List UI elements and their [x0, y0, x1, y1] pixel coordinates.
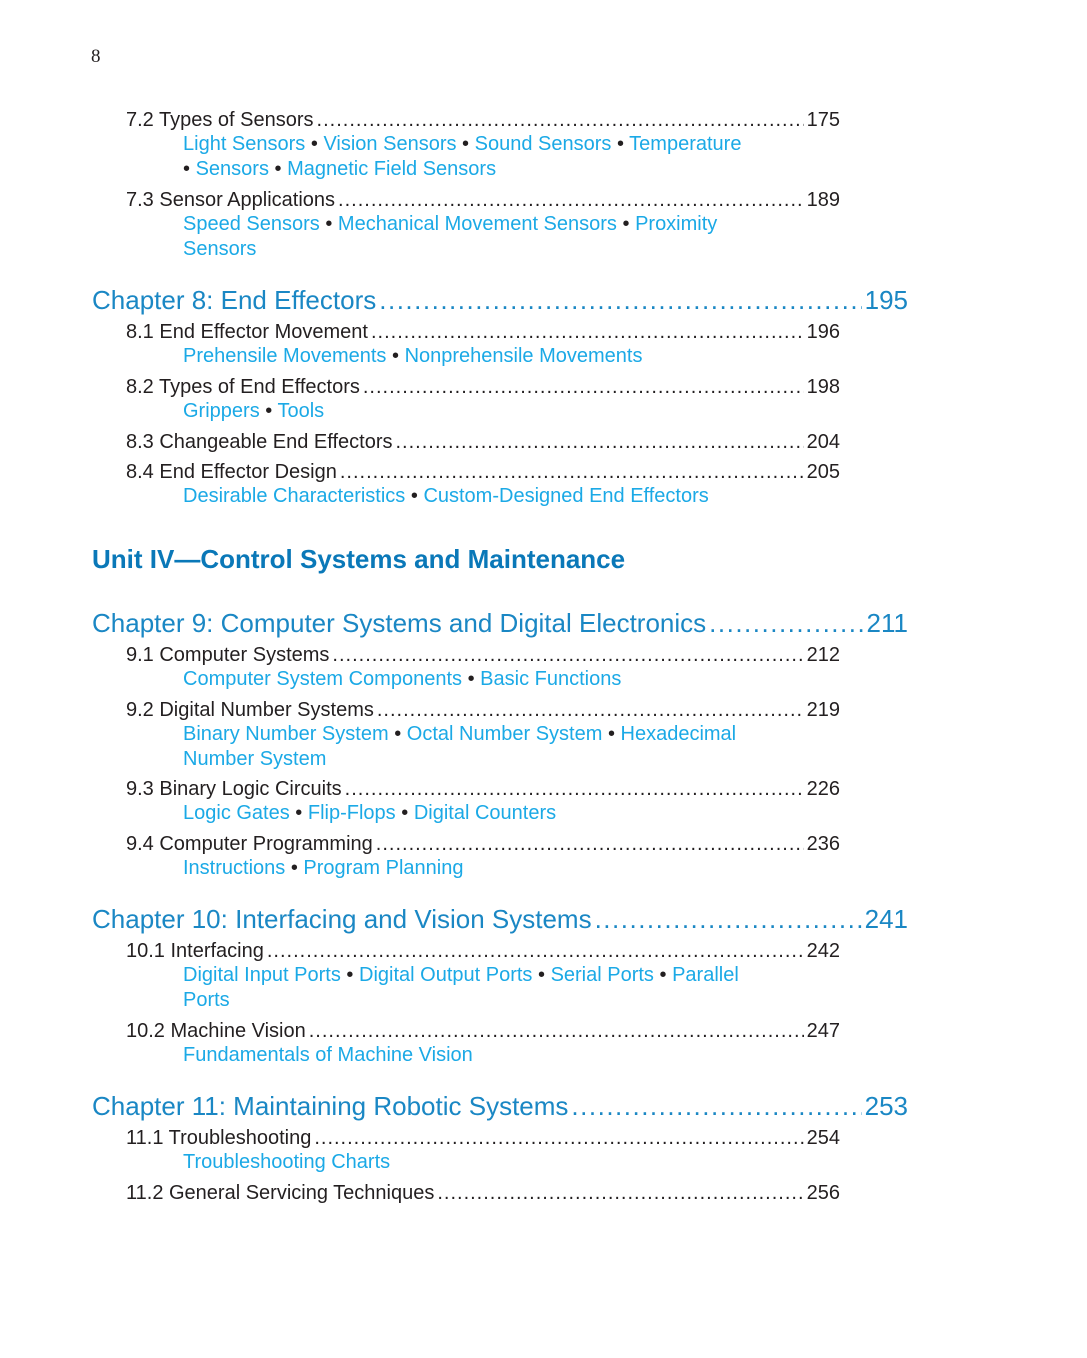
bullet-separator: • — [410, 485, 418, 507]
toc-section-9-4[interactable] — [126, 831, 840, 857]
dot-leader — [709, 607, 863, 639]
dot-leader — [377, 697, 804, 723]
section-page: 212 — [806, 644, 840, 666]
section-page: 196 — [806, 321, 840, 343]
bullet-separator: • — [274, 158, 282, 180]
topic-link[interactable]: Proximity — [635, 213, 718, 235]
toc-chapter-8[interactable] — [92, 284, 908, 316]
chapter-page: 195 — [864, 285, 908, 315]
toc-chapter-9[interactable] — [92, 607, 908, 639]
section-title: 7.3 Sensor Applications — [126, 189, 336, 211]
section-page: 226 — [806, 778, 840, 800]
section-page: 247 — [806, 1020, 840, 1042]
chapter-page: 211 — [866, 608, 908, 638]
topic-link[interactable]: Flip-Flops — [307, 802, 396, 824]
dot-leader — [332, 642, 803, 668]
chapter-title: Chapter 10: Interfacing and Vision Systems — [92, 904, 592, 934]
topic-list-9-2-line1 — [183, 722, 736, 747]
bullet-separator: • — [346, 964, 354, 986]
section-title: 11.1 Troubleshooting — [126, 1127, 312, 1149]
dot-leader — [437, 1180, 803, 1206]
topic-link[interactable]: Logic Gates — [183, 802, 290, 824]
topic-link[interactable]: Troubleshooting Charts — [183, 1151, 391, 1173]
bullet-separator: • — [265, 400, 273, 422]
toc-section-9-3[interactable] — [126, 776, 840, 802]
dot-leader — [345, 776, 804, 802]
topic-list-9-4 — [183, 856, 464, 881]
bullet-separator: • — [537, 964, 545, 986]
bullet-separator: • — [462, 133, 470, 155]
topic-list-8-4 — [183, 484, 709, 509]
bullet-separator: • — [401, 802, 409, 824]
section-page: 254 — [806, 1127, 840, 1149]
dot-leader — [595, 903, 862, 935]
dot-leader — [371, 319, 804, 345]
topic-link[interactable]: Serial Ports — [550, 964, 654, 986]
dot-leader — [317, 107, 804, 133]
topic-link[interactable]: Sensors — [183, 238, 257, 260]
topic-list-11-1 — [183, 1150, 390, 1175]
bullet-separator: • — [183, 158, 191, 180]
topic-link[interactable]: Program Planning — [303, 857, 464, 879]
toc-section-9-2[interactable] — [126, 697, 840, 723]
section-page: 204 — [806, 431, 840, 453]
topic-list-10-2 — [183, 1043, 473, 1068]
topic-list-9-3 — [183, 801, 556, 826]
section-page: 198 — [806, 376, 840, 398]
dot-leader — [395, 429, 803, 455]
bullet-separator: • — [290, 857, 298, 879]
topic-list-7-2-line1 — [183, 132, 741, 157]
unit-heading: Unit IV—Control Systems and Maintenance — [92, 544, 626, 574]
section-title: 9.2 Digital Number Systems — [126, 699, 374, 721]
topic-link[interactable]: Parallel — [672, 964, 739, 986]
toc-section-8-3[interactable] — [126, 429, 840, 455]
topic-link[interactable]: Tools — [277, 400, 325, 422]
topic-list-8-1 — [183, 344, 642, 369]
topic-link[interactable]: Magnetic Field Sensors — [287, 158, 497, 180]
dot-leader — [363, 374, 804, 400]
topic-link[interactable]: Fundamentals of Machine Vision — [183, 1044, 473, 1066]
topic-link[interactable]: Instructions — [183, 857, 286, 879]
bullet-separator: • — [310, 133, 318, 155]
dot-leader — [379, 284, 861, 316]
topic-link[interactable]: Speed Sensors — [183, 213, 320, 235]
dot-leader — [340, 459, 804, 485]
topic-link[interactable]: Grippers — [183, 400, 260, 422]
topic-link[interactable]: Sound Sensors — [474, 133, 612, 155]
topic-link[interactable]: Mechanical Movement Sensors — [337, 213, 617, 235]
toc-section-8-1[interactable] — [126, 319, 840, 345]
section-page: 256 — [806, 1182, 840, 1204]
topic-list-10-1-line2 — [183, 988, 230, 1013]
topic-list-7-3-line1 — [183, 212, 717, 237]
section-page: 205 — [806, 461, 840, 483]
section-title: 9.3 Binary Logic Circuits — [126, 778, 342, 800]
bullet-separator: • — [325, 213, 333, 235]
topic-link[interactable]: Basic Functions — [480, 668, 622, 690]
section-title: 8.2 Types of End Effectors — [126, 376, 360, 398]
topic-link[interactable]: Temperature — [629, 133, 742, 155]
topic-link[interactable]: Binary Number System — [183, 723, 389, 745]
topic-link[interactable]: Vision Sensors — [323, 133, 457, 155]
section-title: 10.2 Machine Vision — [126, 1020, 306, 1042]
toc-chapter-10[interactable] — [92, 903, 908, 935]
topic-link[interactable]: Nonprehensile Movements — [404, 345, 643, 367]
page-number: 8 — [91, 46, 101, 67]
topic-link[interactable]: Ports — [183, 989, 230, 1011]
dot-leader — [376, 831, 804, 857]
topic-link[interactable]: Computer System Components — [183, 668, 463, 690]
bullet-separator: • — [392, 345, 400, 367]
section-page: 242 — [806, 940, 840, 962]
dot-leader — [571, 1090, 861, 1122]
section-title: 8.3 Changeable End Effectors — [126, 431, 393, 453]
section-page: 175 — [806, 109, 840, 131]
section-page: 189 — [806, 189, 840, 211]
bullet-separator: • — [616, 133, 624, 155]
section-title: 8.4 End Effector Design — [126, 461, 337, 483]
topic-link[interactable]: Hexadecimal — [620, 723, 737, 745]
toc-section-7-2[interactable] — [126, 107, 840, 133]
bullet-separator: • — [394, 723, 402, 745]
bullet-separator: • — [607, 723, 615, 745]
topic-list-9-1 — [183, 667, 621, 692]
toc-section-8-4[interactable] — [126, 459, 840, 485]
topic-link[interactable]: Digital Counters — [413, 802, 557, 824]
toc-section-7-3[interactable] — [126, 187, 840, 213]
toc-section-10-2[interactable] — [126, 1018, 840, 1044]
chapter-title: Chapter 8: End Effectors — [92, 285, 377, 315]
toc-section-10-1[interactable] — [126, 938, 840, 964]
chapter-title: Chapter 11: Maintaining Robotic Systems — [92, 1091, 569, 1121]
topic-list-7-3-line2 — [183, 237, 256, 262]
toc-section-9-1[interactable] — [126, 642, 840, 668]
section-title: 9.1 Computer Systems — [126, 644, 330, 666]
topic-link[interactable]: Prehensile Movements — [183, 345, 387, 367]
topic-list-8-2 — [183, 399, 324, 424]
topic-link[interactable]: Number System — [183, 748, 327, 770]
topic-link[interactable]: Octal Number System — [406, 723, 603, 745]
topic-link[interactable]: Digital Output Ports — [359, 964, 533, 986]
toc-section-11-1[interactable] — [126, 1125, 840, 1151]
bullet-separator: • — [467, 668, 475, 690]
topic-list-9-2-line2 — [183, 747, 326, 772]
topic-link[interactable]: Custom-Designed End Effectors — [423, 485, 709, 507]
section-title: 8.1 End Effector Movement — [126, 321, 368, 343]
dot-leader — [267, 938, 804, 964]
toc-section-8-2[interactable] — [126, 374, 840, 400]
section-page: 219 — [806, 699, 840, 721]
topic-link[interactable]: Digital Input Ports — [183, 964, 341, 986]
chapter-page: 241 — [864, 904, 908, 934]
dot-leader — [314, 1125, 803, 1151]
section-title: 7.2 Types of Sensors — [126, 109, 314, 131]
topic-link[interactable]: Light Sensors — [183, 133, 306, 155]
topic-list-7-2-line2 — [183, 157, 496, 182]
section-title: 10.1 Interfacing — [126, 940, 264, 962]
topic-list-10-1-line1 — [183, 963, 739, 988]
dot-leader — [309, 1018, 804, 1044]
bullet-separator: • — [295, 802, 303, 824]
toc-section-11-2[interactable] — [126, 1180, 840, 1206]
dot-leader — [338, 187, 804, 213]
section-page: 236 — [806, 833, 840, 855]
topic-link[interactable]: Sensors — [195, 158, 269, 180]
section-title: 11.2 General Servicing Techniques — [126, 1182, 435, 1204]
toc-chapter-11[interactable] — [92, 1090, 908, 1122]
chapter-page: 253 — [864, 1091, 908, 1121]
bullet-separator: • — [659, 964, 667, 986]
topic-link[interactable]: Desirable Characteristics — [183, 485, 406, 507]
bullet-separator: • — [622, 213, 630, 235]
section-title: 9.4 Computer Programming — [126, 833, 373, 855]
chapter-title: Chapter 9: Computer Systems and Digital Electronics — [92, 608, 707, 638]
